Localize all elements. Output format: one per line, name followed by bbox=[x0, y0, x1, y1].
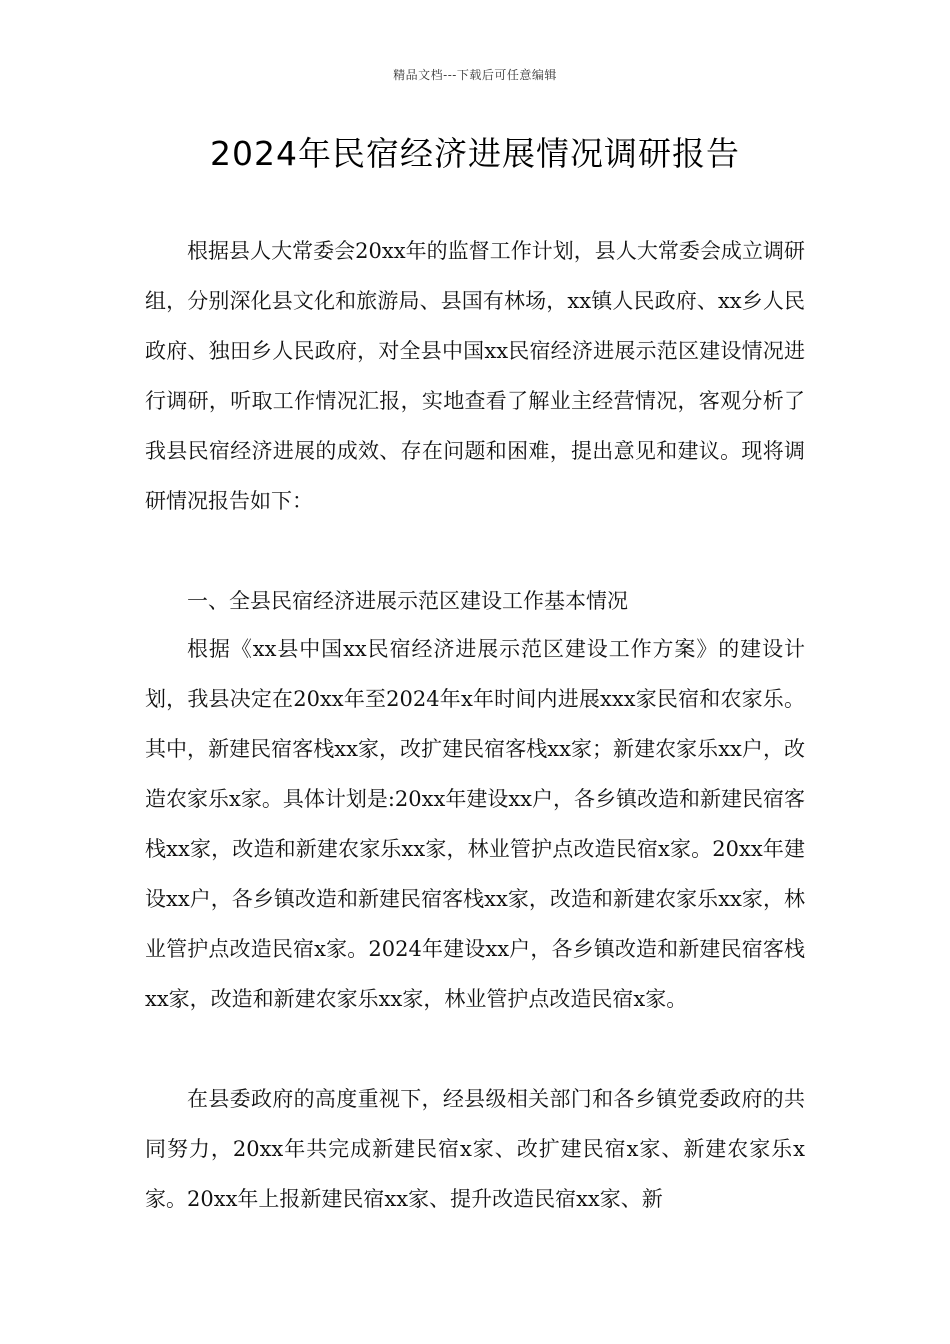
paragraph-text: 根据《xx县中国xx民宿经济进展示范区建设工作方案》的建设计划，我县决定在20xx年至2024年x年时间内进展xxx家民宿和农家乐。其中，新建民宿客栈xx家，改扩建民宿客栈xx家；新建农家乐xx户，改造农家乐x家。具体计划是:20xx年建设xx户，各乡镇改造和新建民宿客栈xx家，改造和新建农家乐xx家，林业管护点改造民宿x家。20xx年建设xx户，各乡镇改造和新建民宿客栈xx家，改造和新建农家乐xx家，林业管护点改造民宿x家。2024年建设xx户，各乡镇改造和新建民宿客栈xx家，改造和新建农家乐xx家，林业管护点改造民宿x家。 bbox=[145, 637, 806, 1011]
document-title: 2024年民宿经济进展情况调研报告 bbox=[210, 134, 740, 173]
paragraph-text: 根据县人大常委会20xx年的监督工作计划，县人大常委会成立调研组，分别深化县文化和旅游局、县国有林场，xx镇人民政府、xx乡人民政府、独田乡人民政府，对全县中国xx民宿经济进展示范区建设情况进行调研，听取工作情况汇报，实地查看了解业主经营情况，客观分析了我县民宿经济进展的成效、存在问题和困难，提出意见和建议。现将调研情况报告如下： bbox=[145, 239, 805, 513]
paragraph-plan bbox=[145, 624, 805, 1024]
section-heading-text: 一、全县民宿经济进展示范区建设工作基本情况 bbox=[187, 589, 628, 613]
section-heading-1 bbox=[145, 576, 805, 626]
paragraph-intro bbox=[145, 226, 805, 526]
header-note: 精品文档---下载后可任意编辑 bbox=[393, 68, 557, 82]
paragraph-text: 在县委政府的高度重视下，经县级相关部门和各乡镇党委政府的共同努力，20xx年共完成新建民宿x家、改扩建民宿x家、新建农家乐x家。20xx年上报新建民宿xx家、提升改造民宿xx家、新 bbox=[145, 1087, 805, 1211]
paragraph-progress bbox=[145, 1074, 805, 1224]
